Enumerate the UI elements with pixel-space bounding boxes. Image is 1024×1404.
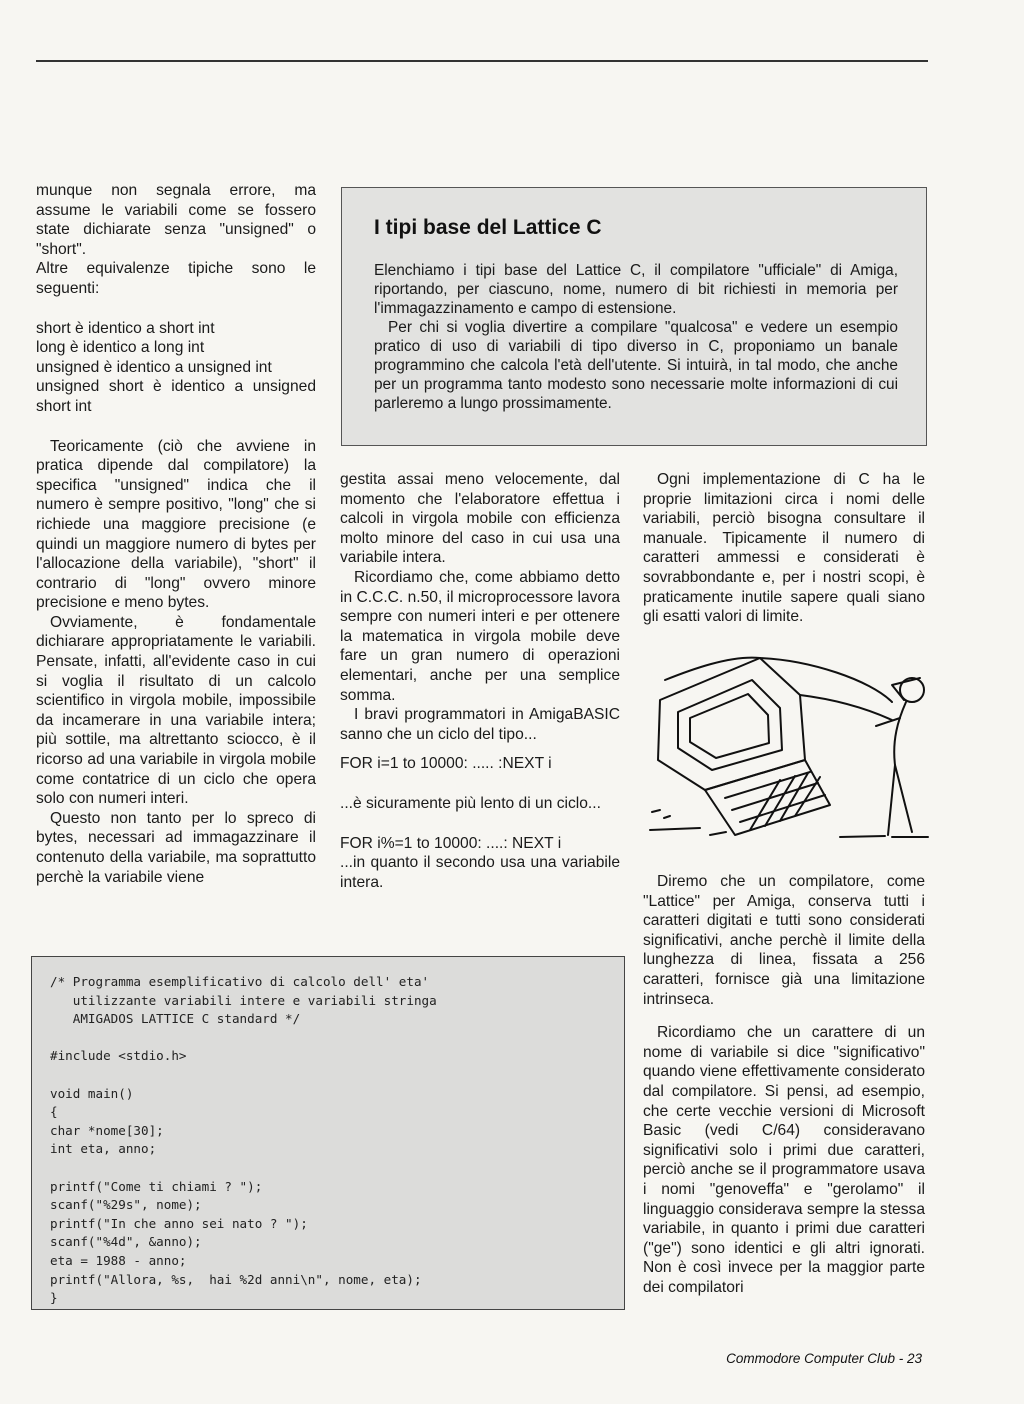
code-line: scanf("%29s", nome); <box>50 1197 202 1213</box>
middle-paragraph-4: ...è sicuramente più lento di un ciclo... <box>340 794 601 812</box>
code-line: printf("Allora, %s, hai %2d anni\n", nome, eta); <box>50 1271 422 1287</box>
middle-paragraph-2: Ricordiamo che, come abbiamo detto in C.C.C. n.50, il microprocessore lavora sempre con numeri interi e per ottenere la matematica in virgola mobile deve fare un gran numero di operazioni elementari, anche per una semplice somma. <box>340 568 620 704</box>
sidebar-paragraph-2: Per chi si voglia divertire a compilare "qualcosa" e vedere un esempio pratico di uso di variabili di tipo diverso in C, proponiamo un banale programmino che calcola l'età dell'utente. Si intuirà, in tal modo, che anche per un programma tanto modesto sono necessarie molte informazioni di cui parleremo a lungo prossimamente. <box>374 319 898 412</box>
sidebar-title: I tipi base del Lattice C <box>374 216 602 239</box>
sidebar-box <box>341 187 927 446</box>
equivalence-long: long è identico a long int <box>36 339 205 357</box>
basic-loop-example-2: FOR i%=1 to 10000: ....: NEXT i <box>340 834 562 852</box>
left-column <box>36 181 316 887</box>
code-line: char *nome[30]; <box>50 1122 164 1138</box>
left-intro: munque non segnala errore, ma assume le variabili come se fossero state dichiarate senza "unsigned" o "short". <box>36 182 316 258</box>
left-paragraph-2: Ovviamente, è fondamentale dichiarare appropriatamente le variabili. Pensate, infatti, all'evidente caso in cui si voglia il risultato di un calcolo scientifico in virgola mobile, impossibile da incamerare in una variabile intera; più sottile, ma altrettanto sciocco, è il ricorso ad una variabile in virgola mobile come contatrice di un ciclo che opera solo con numeri interi. <box>36 613 316 808</box>
equivalence-unsigned: unsigned è identico a unsigned int <box>36 358 272 376</box>
computer-dragging-illustration <box>630 640 930 845</box>
code-line: /* Programma esemplificativo di calcolo dell' eta' <box>50 974 430 989</box>
sidebar-paragraph-1: Elenchiamo i tipi base del Lattice C, il compilatore "ufficiale" di Amiga, riportando, per ciascuno, nome, numero di bit richiesti in memoria per l'immagazzinamento e campo di estensione. <box>374 262 898 317</box>
code-line: eta = 1988 - anno; <box>50 1252 187 1268</box>
middle-paragraph-3: I bravi programmatori in AmigaBASIC sanno che un ciclo del tipo... <box>340 706 620 743</box>
code-line: printf("In che anno sei nato ? "); <box>50 1215 308 1231</box>
code-line: scanf("%4d", &anno); <box>50 1234 202 1250</box>
left-equivalences-intro: Altre equivalenze tipiche sono le seguenti: <box>36 260 316 297</box>
code-line: } <box>50 1290 58 1306</box>
code-listing-box <box>31 956 625 1310</box>
code-line: void main() <box>50 1085 134 1101</box>
code-line: AMIGADOS LATTICE C standard */ <box>50 1011 301 1027</box>
equivalence-short: short è identico a short int <box>36 319 215 337</box>
code-line: #include <stdio.h> <box>50 1048 187 1064</box>
right-paragraph-3: Ricordiamo che un carattere di un nome di variabile si dice "significativo" quando viene effettivamente considerato dal compilatore. Si pensi, ad esempio, che certe vecchie versioni di Microsoft Basic (vedi C/64) consideravano significativi solo i primi due caratteri, perciò anche se il programmatore usava i nomi "genoveffa" e "gerolamo" il linguaggio considerava sempre la stessa variabile, in quanto i primi due caratteri ("ge") sono identici e gli altri ignorati. Non è così invece per la maggior parte dei compilatori <box>643 1024 925 1296</box>
sidebar-text <box>374 261 898 413</box>
left-paragraph-1: Teoricamente (ciò che avviene in pratica dipende dal compilatore) la specifica "unsigned" indica che il numero è sempre positivo, "long" che si richiede una maggiore precisione (e quindi un maggiore numero di bytes per l'allocazione della variabile), "short" il contrario di "long" ovvero minore precisione e meno bytes. <box>36 437 316 612</box>
right-paragraph-2: Diremo che un compilatore, come "Lattice" per Amiga, conserva tutti i caratteri digitati e tutti sono considerati significativi, anche perchè il limite della lunghezza di linea, fissata a 256 caratteri, fornisce già una limitazione intrinseca. <box>643 873 925 1008</box>
middle-column <box>340 470 620 892</box>
equivalence-unsigned-short: unsigned short è identico a unsigned short int <box>36 378 316 415</box>
code-line: printf("Come ti chiami ? "); <box>50 1178 263 1194</box>
left-paragraph-3: Questo non tanto per lo spreco di bytes, necessari ad immagazzinare il contenuto della variabile, ma soprattutto perchè la variabile viene <box>36 809 316 886</box>
code-line: { <box>50 1104 58 1120</box>
middle-paragraph-5: ...in quanto il secondo usa una variabile intera. <box>340 854 620 891</box>
right-paragraph-1: Ogni implementazione di C ha le proprie limitazioni circa i nomi delle variabili, perciò bisogna consultare il manuale. Tipicamente il numero di caratteri ammessi e considerati è sovrabbondante e, per i nostri scopi, è praticamente inutile sapere quali siano gli esatti valori di limite. <box>643 471 925 626</box>
code-line: utilizzante variabili intere e variabili stringa <box>50 992 437 1008</box>
top-rule <box>36 60 928 62</box>
right-column-bottom <box>643 872 925 1297</box>
middle-paragraph-1: gestita assai meno velocemente, dal momento che l'elaboratore effettua i calcoli in virgola mobile con efficienza molto minore del caso in cui usa una variabile intera. <box>340 471 620 567</box>
page-footer: Commodore Computer Club - 23 <box>726 1351 922 1366</box>
right-column-top <box>643 470 925 627</box>
code-line: int eta, anno; <box>50 1141 157 1157</box>
basic-loop-example-1: FOR i=1 to 10000: ..... :NEXT i <box>340 755 552 773</box>
code-listing <box>50 973 437 1308</box>
